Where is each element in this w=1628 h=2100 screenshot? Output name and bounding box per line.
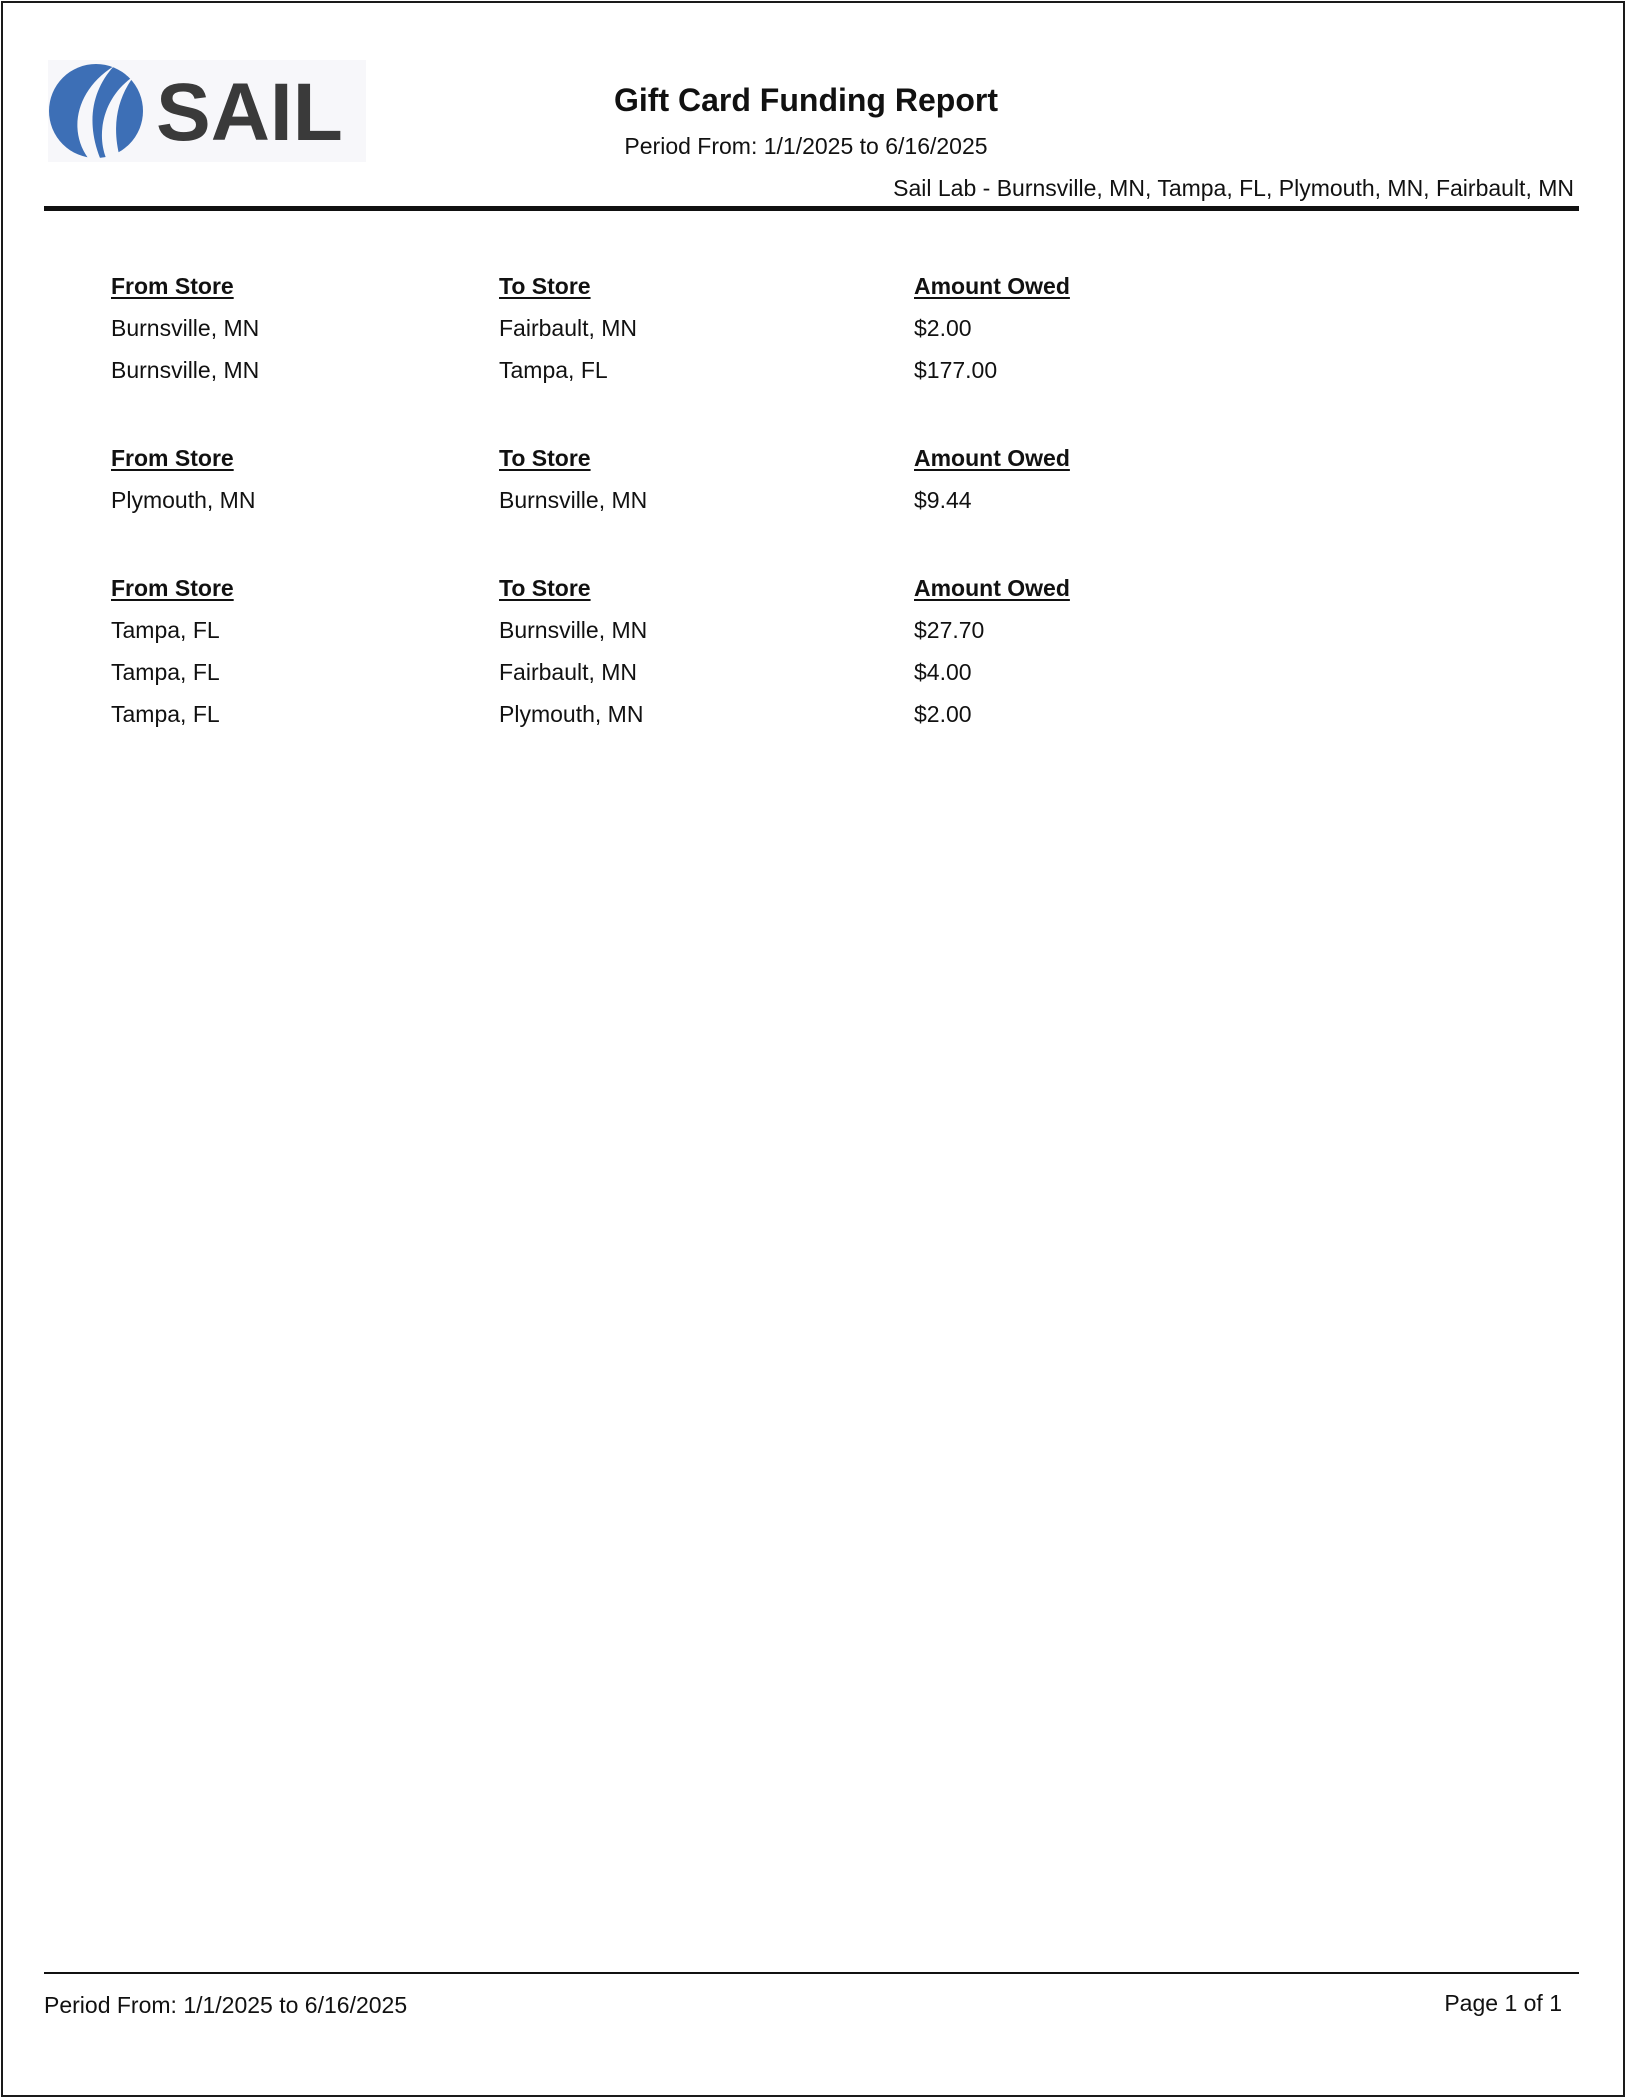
to-store-cell: Burnsville, MN	[499, 486, 648, 513]
from-store-header: From Store	[111, 272, 234, 299]
column-header-row	[111, 567, 1311, 609]
amount-owed-cell: $2.00	[914, 314, 972, 341]
table-row	[111, 609, 1311, 651]
report-period: Period From: 1/1/2025 to 6/16/2025	[624, 133, 988, 159]
from-store-header: From Store	[111, 444, 234, 471]
column-header-row	[111, 437, 1311, 479]
amount-owed-cell: $2.00	[914, 700, 972, 727]
to-store-cell: Tampa, FL	[499, 356, 608, 383]
from-store-cell: Burnsville, MN	[111, 356, 260, 383]
sail-logo	[48, 60, 366, 162]
footer-page-number: Page 1 of 1	[1444, 1990, 1562, 2016]
amount-owed-cell: $27.70	[914, 616, 985, 643]
table-row	[111, 349, 1311, 391]
sail-logo-text: SAIL	[156, 67, 343, 158]
amount-owed-header: Amount Owed	[914, 574, 1070, 601]
to-store-cell: Fairbault, MN	[499, 314, 638, 341]
from-store-header: From Store	[111, 574, 234, 601]
funding-group	[111, 567, 1311, 735]
from-store-cell: Tampa, FL	[111, 616, 220, 643]
footer-divider	[44, 1972, 1579, 1974]
table-row	[111, 307, 1311, 349]
to-store-cell: Burnsville, MN	[499, 616, 648, 643]
to-store-header: To Store	[499, 272, 591, 299]
report-title: Gift Card Funding Report	[614, 82, 998, 118]
to-store-cell: Fairbault, MN	[499, 658, 638, 685]
amount-owed-cell: $9.44	[914, 486, 972, 513]
funding-group	[111, 437, 1311, 521]
from-store-cell: Tampa, FL	[111, 700, 220, 727]
funding-groups	[111, 265, 1311, 781]
from-store-cell: Burnsville, MN	[111, 314, 260, 341]
sail-logo-icon	[49, 64, 143, 158]
from-store-cell: Plymouth, MN	[111, 486, 256, 513]
table-row	[111, 693, 1311, 735]
table-row	[111, 651, 1311, 693]
report-stores: Sail Lab - Burnsville, MN, Tampa, FL, Plymouth, MN, Fairbault, MN	[893, 175, 1574, 201]
header-divider	[44, 206, 1579, 211]
table-row	[111, 479, 1311, 521]
from-store-cell: Tampa, FL	[111, 658, 220, 685]
amount-owed-header: Amount Owed	[914, 272, 1070, 299]
column-header-row	[111, 265, 1311, 307]
to-store-header: To Store	[499, 574, 591, 601]
amount-owed-cell: $4.00	[914, 658, 972, 685]
to-store-cell: Plymouth, MN	[499, 700, 644, 727]
amount-owed-header: Amount Owed	[914, 444, 1070, 471]
to-store-header: To Store	[499, 444, 591, 471]
footer-period: Period From: 1/1/2025 to 6/16/2025	[44, 1992, 408, 2018]
amount-owed-cell: $177.00	[914, 356, 998, 383]
funding-group	[111, 265, 1311, 391]
